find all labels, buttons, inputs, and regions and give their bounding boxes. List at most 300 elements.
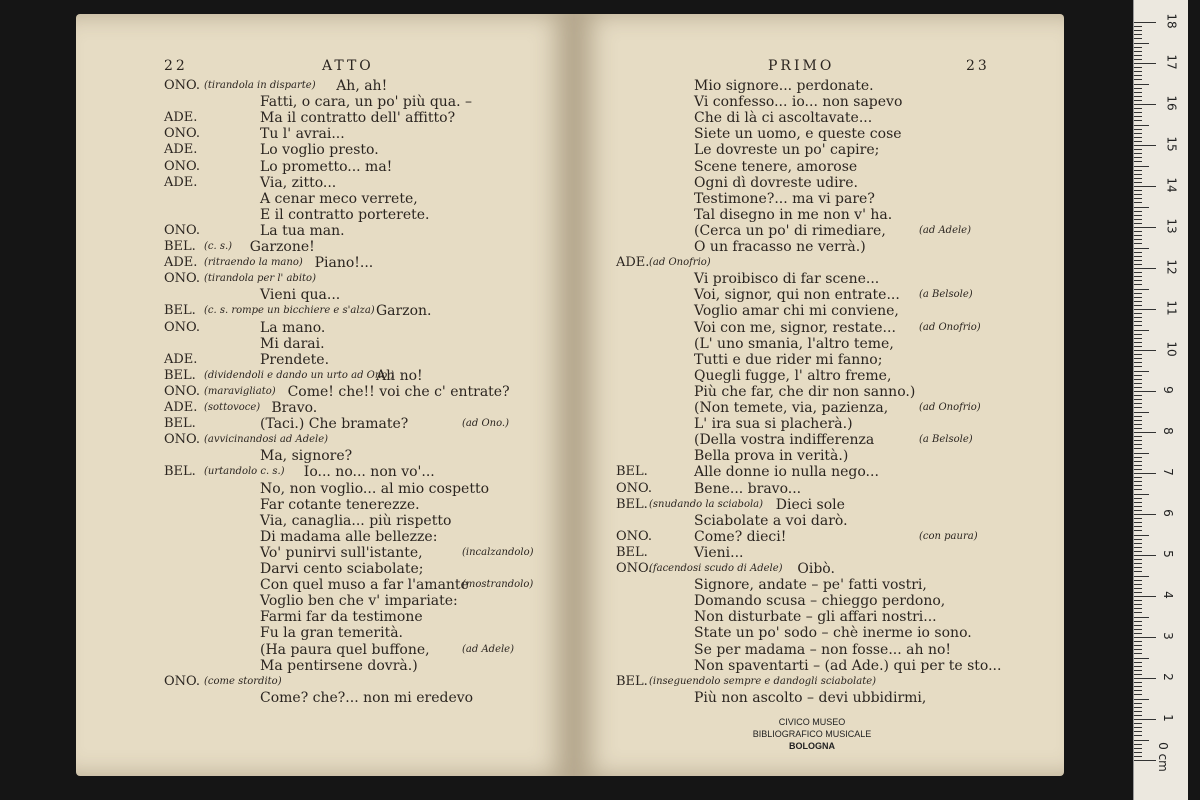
verse-line: Ah, ah! — [336, 78, 388, 94]
ruler-tick — [1134, 120, 1142, 121]
ruler-tick — [1134, 305, 1142, 306]
speaker-label: ADE. — [164, 351, 198, 367]
ruler-tick — [1134, 55, 1142, 56]
verse-line: Voglio amar chi mi conviene, — [694, 303, 899, 320]
ruler-tick — [1134, 231, 1142, 232]
ruler-tick — [1134, 576, 1149, 577]
ruler-tick — [1134, 309, 1156, 310]
verse-line: Come? che?... non mi eredevo — [260, 689, 474, 706]
ruler-tick — [1134, 424, 1142, 425]
verse-line: Io... no... non vo'... — [303, 464, 435, 481]
verse-line: Fu la gran temerità. — [260, 625, 403, 642]
ruler-label: 9 — [1160, 386, 1175, 394]
ruler-tick — [1134, 727, 1142, 728]
verse-line: Voglio ben che v' impariate: — [260, 593, 458, 610]
ruler-tick — [1134, 342, 1142, 343]
verse-line: Alle donne io nulla nego... — [694, 464, 879, 481]
ruler-tick — [1134, 703, 1142, 704]
stage-direction: (tirandola in disparte) — [204, 80, 316, 91]
ruler-tick — [1134, 145, 1156, 146]
verse-line: Piano!... — [314, 255, 374, 272]
stamp-line: BIBLIOGRAFICO MUSICALE — [752, 729, 872, 739]
ruler-tick — [1134, 75, 1142, 76]
ruler-tick — [1134, 215, 1142, 216]
ruler-tick — [1134, 395, 1142, 396]
ruler-tick — [1134, 334, 1142, 335]
ruler-tick — [1134, 51, 1142, 52]
ruler-tick — [1134, 592, 1142, 593]
ruler-tick — [1134, 248, 1149, 249]
ruler-tick — [1134, 432, 1156, 433]
ruler-label: 16 — [1164, 95, 1179, 111]
speaker-label: BEL. — [164, 303, 196, 319]
running-header: PRIMO — [768, 58, 835, 74]
stage-direction: (c. s.) — [204, 241, 233, 252]
ruler-tick — [1134, 272, 1142, 273]
aside-direction: (ad Ono.) — [462, 418, 510, 430]
verse-line: Ogni dì dovreste udire. — [694, 174, 858, 191]
ruler-tick — [1134, 547, 1142, 548]
ruler-tick — [1134, 141, 1142, 142]
ruler-tick — [1134, 604, 1142, 605]
speaker-label: ADE. — [164, 110, 198, 126]
speaker-label: ONO. — [164, 222, 201, 238]
ruler-label: 12 — [1164, 259, 1179, 275]
ruler-tick — [1134, 694, 1142, 695]
ruler-tick — [1134, 178, 1142, 179]
verse-line: Più non ascolto – devi ubbidirmi, — [694, 689, 927, 706]
left-page — [76, 14, 574, 776]
ruler-tick — [1134, 699, 1149, 700]
ruler-label: 17 — [1164, 54, 1179, 70]
ruler-label: 4 — [1160, 591, 1175, 599]
verse-line: La mano. — [260, 319, 326, 336]
ruler-tick — [1134, 453, 1149, 454]
ruler-tick — [1134, 629, 1142, 630]
verse-line: Come! che!! voi che c' entrate? — [287, 383, 510, 400]
ruler-tick — [1134, 420, 1142, 421]
speaker-label: ONO. — [164, 78, 201, 93]
aside-direction: (con paura) — [919, 530, 978, 542]
verse-line: Tal disegno in me non v' ha. — [694, 206, 893, 223]
ruler-tick — [1134, 457, 1142, 458]
verse-line: (Taci.) Che bramate? — [260, 416, 409, 433]
ruler-label: 3 — [1160, 632, 1175, 640]
verse-line: Non spaventarti – (ad Ade.) qui per te sto... — [694, 657, 1002, 674]
ruler-tick — [1134, 678, 1156, 679]
ruler-tick — [1134, 653, 1142, 654]
verse-line: Domando scusa – chieggo perdono, — [694, 593, 946, 610]
ruler-tick — [1134, 161, 1142, 162]
library-stamp — [752, 716, 872, 752]
ruler-tick — [1134, 92, 1142, 93]
ruler-tick — [1134, 157, 1142, 158]
ruler-tick — [1134, 330, 1149, 331]
verse-line: Ma, signore? — [260, 448, 353, 465]
ruler-tick — [1134, 59, 1142, 60]
ruler-tick — [1134, 297, 1142, 298]
stage-direction: (snudando la sciabola) — [649, 498, 764, 510]
ruler-tick — [1134, 30, 1142, 31]
verse-line: L' ira sua si placherà.) — [694, 416, 853, 433]
ruler-tick — [1134, 612, 1142, 613]
verse-line: Siete un uomo, e queste cose — [694, 126, 902, 143]
verse-line: Farmi far da testimone — [260, 609, 423, 626]
ruler-tick — [1134, 580, 1142, 581]
ruler-tick — [1134, 686, 1142, 687]
verse-line: Via, zitto... — [260, 174, 337, 191]
verse-line: Quegli fugge, l' altro freme, — [694, 367, 892, 384]
ruler-tick — [1134, 211, 1142, 212]
ruler-unit: 0 cm — [1155, 742, 1170, 772]
speaker-label: BEL. — [164, 464, 196, 480]
ruler-tick — [1134, 658, 1149, 659]
ruler-tick — [1134, 711, 1142, 712]
ruler-tick — [1134, 239, 1142, 240]
stage-direction: (come stordito) — [204, 675, 282, 687]
stage-direction: (sottovoce) — [204, 402, 261, 413]
ruler-tick — [1134, 498, 1142, 499]
verse-line: La tua man. — [260, 222, 345, 239]
ruler-tick — [1134, 469, 1142, 470]
ruler-tick — [1134, 481, 1142, 482]
verse-line: Via, canaglia... più rispetto — [260, 512, 452, 529]
verse-line: A cenar meco verrete, — [260, 190, 418, 207]
ruler-tick — [1134, 756, 1142, 757]
ruler-tick — [1134, 366, 1142, 367]
ruler-tick — [1134, 84, 1149, 85]
ruler-tick — [1134, 649, 1142, 650]
ruler-tick — [1134, 588, 1142, 589]
verse-line: (Non temete, via, pazienza, — [694, 400, 889, 416]
ruler-tick — [1134, 47, 1142, 48]
verse-line: Tu l' avrai... — [260, 126, 345, 143]
speaker-label: BEL. — [616, 544, 648, 560]
verse-line: Bravo. — [271, 400, 318, 416]
stage-direction: (ritraendo la mano) — [204, 257, 303, 269]
ruler-tick — [1134, 116, 1142, 117]
ruler-tick — [1134, 129, 1142, 130]
verse-line: Che di là ci ascoltavate... — [694, 110, 873, 127]
verse-line: State un po' sodo – chè inerme io sono. — [694, 625, 972, 642]
ruler-tick — [1134, 674, 1142, 675]
speaker-label: ADE. — [164, 174, 198, 190]
verse-line: Voi, signor, qui non entrate... — [694, 287, 900, 304]
ruler-tick — [1134, 264, 1142, 265]
ruler-tick — [1134, 526, 1142, 527]
ruler-tick — [1134, 740, 1149, 741]
ruler-tick — [1134, 391, 1156, 392]
ruler-tick — [1134, 571, 1142, 572]
ruler-tick — [1134, 219, 1142, 220]
ruler-tick — [1134, 149, 1142, 150]
verse-line: Scene tenere, amorose — [694, 158, 858, 175]
ruler-tick — [1134, 379, 1142, 380]
ruler-label: 14 — [1164, 177, 1179, 193]
ruler-tick — [1134, 403, 1142, 404]
ruler-tick — [1134, 67, 1142, 68]
ruler-tick — [1134, 760, 1156, 761]
ruler-tick — [1134, 715, 1142, 716]
stage-direction: (inseguendolo sempre e dandogli sciabolate) — [649, 675, 877, 687]
ruler-tick — [1134, 321, 1142, 322]
verse-line: Garzon. — [376, 303, 432, 320]
ruler-tick — [1134, 535, 1149, 536]
ruler-tick — [1134, 346, 1142, 347]
ruler-tick — [1134, 707, 1142, 708]
ruler-tick — [1134, 153, 1142, 154]
verse-line: Garzone! — [249, 239, 315, 255]
ruler-tick — [1134, 670, 1142, 671]
ruler-tick — [1134, 63, 1156, 64]
ruler-tick — [1134, 584, 1142, 585]
verse-line: Dieci sole — [775, 496, 845, 513]
ruler-tick — [1134, 96, 1142, 97]
speaker-label: ADE. — [164, 142, 198, 158]
ruler-tick — [1134, 289, 1149, 290]
verse-line: Vo' punirvi sull'istante, — [260, 544, 423, 561]
ruler-tick — [1134, 506, 1142, 507]
verse-line: Vieni... — [694, 544, 744, 561]
ruler-tick — [1134, 514, 1156, 515]
verse-line: Vi proibisco di far scene... — [694, 271, 880, 288]
speaker-label: ADE. — [164, 400, 198, 415]
ruler-label: 13 — [1164, 218, 1179, 234]
ruler-tick — [1134, 641, 1142, 642]
ruler-tick — [1134, 731, 1142, 732]
ruler-tick — [1134, 112, 1142, 113]
aside-direction: (mostrandolo) — [462, 579, 534, 591]
stage-direction: (c. s. rompe un bicchiere e s'alza) — [204, 305, 375, 317]
verse-line: Vi confesso... io... non sapevo — [694, 94, 903, 111]
speaker-label: ONO. — [164, 319, 201, 335]
ruler-tick — [1134, 444, 1142, 445]
ruler-tick — [1134, 182, 1142, 183]
ruler-tick — [1134, 567, 1142, 568]
ruler-tick — [1134, 88, 1142, 89]
verse-line: Ma pentirsene dovrà.) — [260, 657, 418, 674]
speaker-label: BEL. — [616, 464, 648, 480]
ruler-tick — [1134, 22, 1156, 23]
ruler-label: 8 — [1160, 427, 1175, 435]
verse-line: Lo voglio presto. — [260, 142, 379, 159]
ruler-tick — [1134, 539, 1142, 540]
ruler-label: 2 — [1160, 673, 1175, 681]
ruler-tick — [1134, 108, 1142, 109]
speaker-label: ADE. — [164, 255, 198, 271]
verse-line: Voi con me, signor, restate... — [694, 319, 896, 336]
verse-line: Più che far, che dir non sanno.) — [694, 383, 916, 400]
verse-line: Le dovreste un po' capire; — [694, 142, 880, 159]
running-header: ATTO — [322, 58, 374, 74]
ruler-tick — [1134, 530, 1142, 531]
ruler-tick — [1134, 71, 1142, 72]
page-number: 22 — [164, 58, 188, 74]
ruler-tick — [1134, 362, 1142, 363]
ruler-tick — [1134, 38, 1142, 39]
ruler-tick — [1134, 387, 1142, 388]
ruler-tick — [1134, 440, 1142, 441]
ruler-tick — [1134, 621, 1142, 622]
aside-direction: (ad Onofrio) — [919, 321, 981, 333]
ruler-tick — [1134, 375, 1142, 376]
ruler-tick — [1134, 190, 1142, 191]
ruler-tick — [1134, 596, 1156, 597]
ruler-tick — [1134, 252, 1142, 253]
ruler-tick — [1134, 666, 1142, 667]
ruler-tick — [1134, 276, 1142, 277]
ruler-tick — [1134, 735, 1142, 736]
ruler-tick — [1134, 416, 1142, 417]
ruler-tick — [1134, 325, 1142, 326]
speaker-label: BEL. — [616, 496, 648, 512]
verse-line: Mi darai. — [260, 335, 325, 352]
ruler-tick — [1134, 461, 1142, 462]
ruler-tick — [1134, 399, 1142, 400]
ruler-tick — [1134, 448, 1142, 449]
ruler-tick — [1134, 350, 1156, 351]
speaker-label: ONO. — [164, 158, 201, 174]
ruler-tick — [1134, 34, 1142, 35]
ruler-tick — [1134, 682, 1142, 683]
speaker-label: ONO. — [616, 561, 653, 576]
ruler-tick — [1134, 313, 1142, 314]
ruler-tick — [1134, 555, 1156, 556]
ruler-tick — [1134, 748, 1142, 749]
ruler-tick — [1134, 202, 1142, 203]
ruler-tick — [1134, 563, 1142, 564]
verse-line: Di madama alle bellezze: — [260, 528, 438, 545]
verse-line: Vieni qua... — [260, 287, 341, 304]
ruler-tick — [1134, 354, 1142, 355]
ruler-tick — [1134, 465, 1142, 466]
ruler-tick — [1134, 485, 1142, 486]
ruler-tick — [1134, 170, 1142, 171]
verse-line: Far cotante tenerezze. — [260, 496, 420, 513]
ruler-tick — [1134, 284, 1142, 285]
aside-direction: (ad Adele) — [462, 643, 515, 655]
stage-direction: (ad Onofrio) — [649, 257, 711, 269]
verse-line: Ma il contratto dell' affitto? — [260, 110, 456, 127]
aside-direction: (incalzandolo) — [462, 546, 534, 558]
verse-line: Con quel muso a far l'amante — [260, 577, 469, 594]
ruler-tick — [1134, 436, 1142, 437]
speaker-label: ONO. — [164, 673, 201, 689]
speaker-label: ONO. — [616, 480, 653, 496]
ruler-tick — [1134, 625, 1142, 626]
ruler-tick — [1134, 133, 1142, 134]
ruler-tick — [1134, 125, 1149, 126]
ruler-tick — [1134, 383, 1142, 384]
ruler-tick — [1134, 645, 1142, 646]
speaker-label: BEL. — [164, 416, 196, 432]
ruler-tick — [1134, 338, 1142, 339]
ruler-tick — [1134, 223, 1142, 224]
stage-direction: (tirandola per l' abito) — [204, 273, 316, 285]
ruler-tick — [1134, 559, 1142, 560]
ruler-tick — [1134, 600, 1142, 601]
ruler-tick — [1134, 690, 1142, 691]
speaker-label: ONO. — [164, 383, 201, 399]
stage-direction: (maravigliato) — [204, 385, 276, 397]
ruler-tick — [1134, 477, 1142, 478]
verse-line: Tutti e due rider mi fanno; — [694, 351, 883, 368]
verse-line: Signore, andate – pe' fatti vostri, — [694, 577, 927, 594]
ruler-tick — [1134, 744, 1142, 745]
verse-line: Sciabolate a voi darò. — [694, 512, 848, 529]
ruler-label: 15 — [1164, 136, 1179, 152]
ruler-tick — [1134, 174, 1142, 175]
speaker-label: ONO. — [616, 528, 653, 544]
stamp-line: CIVICO MUSEO — [778, 717, 846, 727]
speaker-label: BEL. — [616, 673, 648, 689]
speaker-label: ADE. — [616, 255, 650, 271]
verse-line: Darvi cento sciabolate; — [260, 561, 424, 577]
ruler-tick — [1134, 412, 1149, 413]
verse-line: Testimone?... ma vi pare? — [694, 190, 875, 207]
ruler-tick — [1134, 186, 1156, 187]
verse-line: Bella prova in verità.) — [694, 448, 849, 465]
ruler-tick — [1134, 260, 1142, 261]
verse-line: Oibò. — [797, 561, 835, 577]
speaker-label: BEL. — [164, 367, 196, 383]
ruler-tick — [1134, 243, 1142, 244]
measurement-ruler — [1133, 0, 1188, 800]
speaker-label: BEL. — [164, 239, 196, 254]
speaker-label: ONO. — [164, 271, 201, 287]
ruler-tick — [1134, 358, 1142, 359]
ruler-label: 10 — [1164, 341, 1179, 357]
aside-direction: (a Belsole) — [919, 289, 973, 301]
ruler-tick — [1134, 26, 1142, 27]
ruler-tick — [1134, 551, 1142, 552]
aside-direction: (ad Onofrio) — [919, 402, 981, 413]
ruler-tick — [1134, 719, 1156, 720]
ruler-tick — [1134, 473, 1156, 474]
ruler-tick — [1134, 104, 1156, 105]
ruler-tick — [1134, 494, 1149, 495]
ruler-tick — [1134, 235, 1142, 236]
ruler-tick — [1134, 617, 1149, 618]
verse-line: Non disturbate – gli affari nostri... — [694, 609, 937, 626]
ruler-tick — [1134, 633, 1142, 634]
ruler-tick — [1134, 293, 1142, 294]
speaker-label: ONO. — [164, 432, 201, 448]
ruler-tick — [1134, 198, 1142, 199]
ruler-tick — [1134, 510, 1142, 511]
ruler-label: 1 — [1160, 714, 1175, 722]
ruler-tick — [1134, 301, 1142, 302]
ruler-tick — [1134, 43, 1149, 44]
stage-direction: (urtandolo c. s.) — [204, 466, 285, 478]
verse-line: Fatti, o cara, un po' più qua. – — [260, 94, 473, 111]
verse-line: Se per madama – non fosse... ah no! — [694, 641, 952, 658]
verse-line: (L' uno smania, l'altro teme, — [694, 335, 894, 352]
stage-direction: (facendosi scudo di Adele) — [649, 563, 783, 574]
ruler-tick — [1134, 502, 1142, 503]
verse-line: O un fracasso ne verrà.) — [694, 239, 866, 255]
aside-direction: (ad Adele) — [919, 224, 972, 236]
page-number: 23 — [966, 58, 990, 74]
ruler-tick — [1134, 662, 1142, 663]
ruler-tick — [1134, 194, 1142, 195]
ruler-tick — [1134, 723, 1142, 724]
verse-line: No, non voglio... al mio cospetto — [260, 480, 490, 497]
ruler-tick — [1134, 407, 1142, 408]
ruler-tick — [1134, 428, 1142, 429]
ruler-tick — [1134, 518, 1142, 519]
stage-direction: (avvicinandosi ad Adele) — [204, 434, 329, 446]
